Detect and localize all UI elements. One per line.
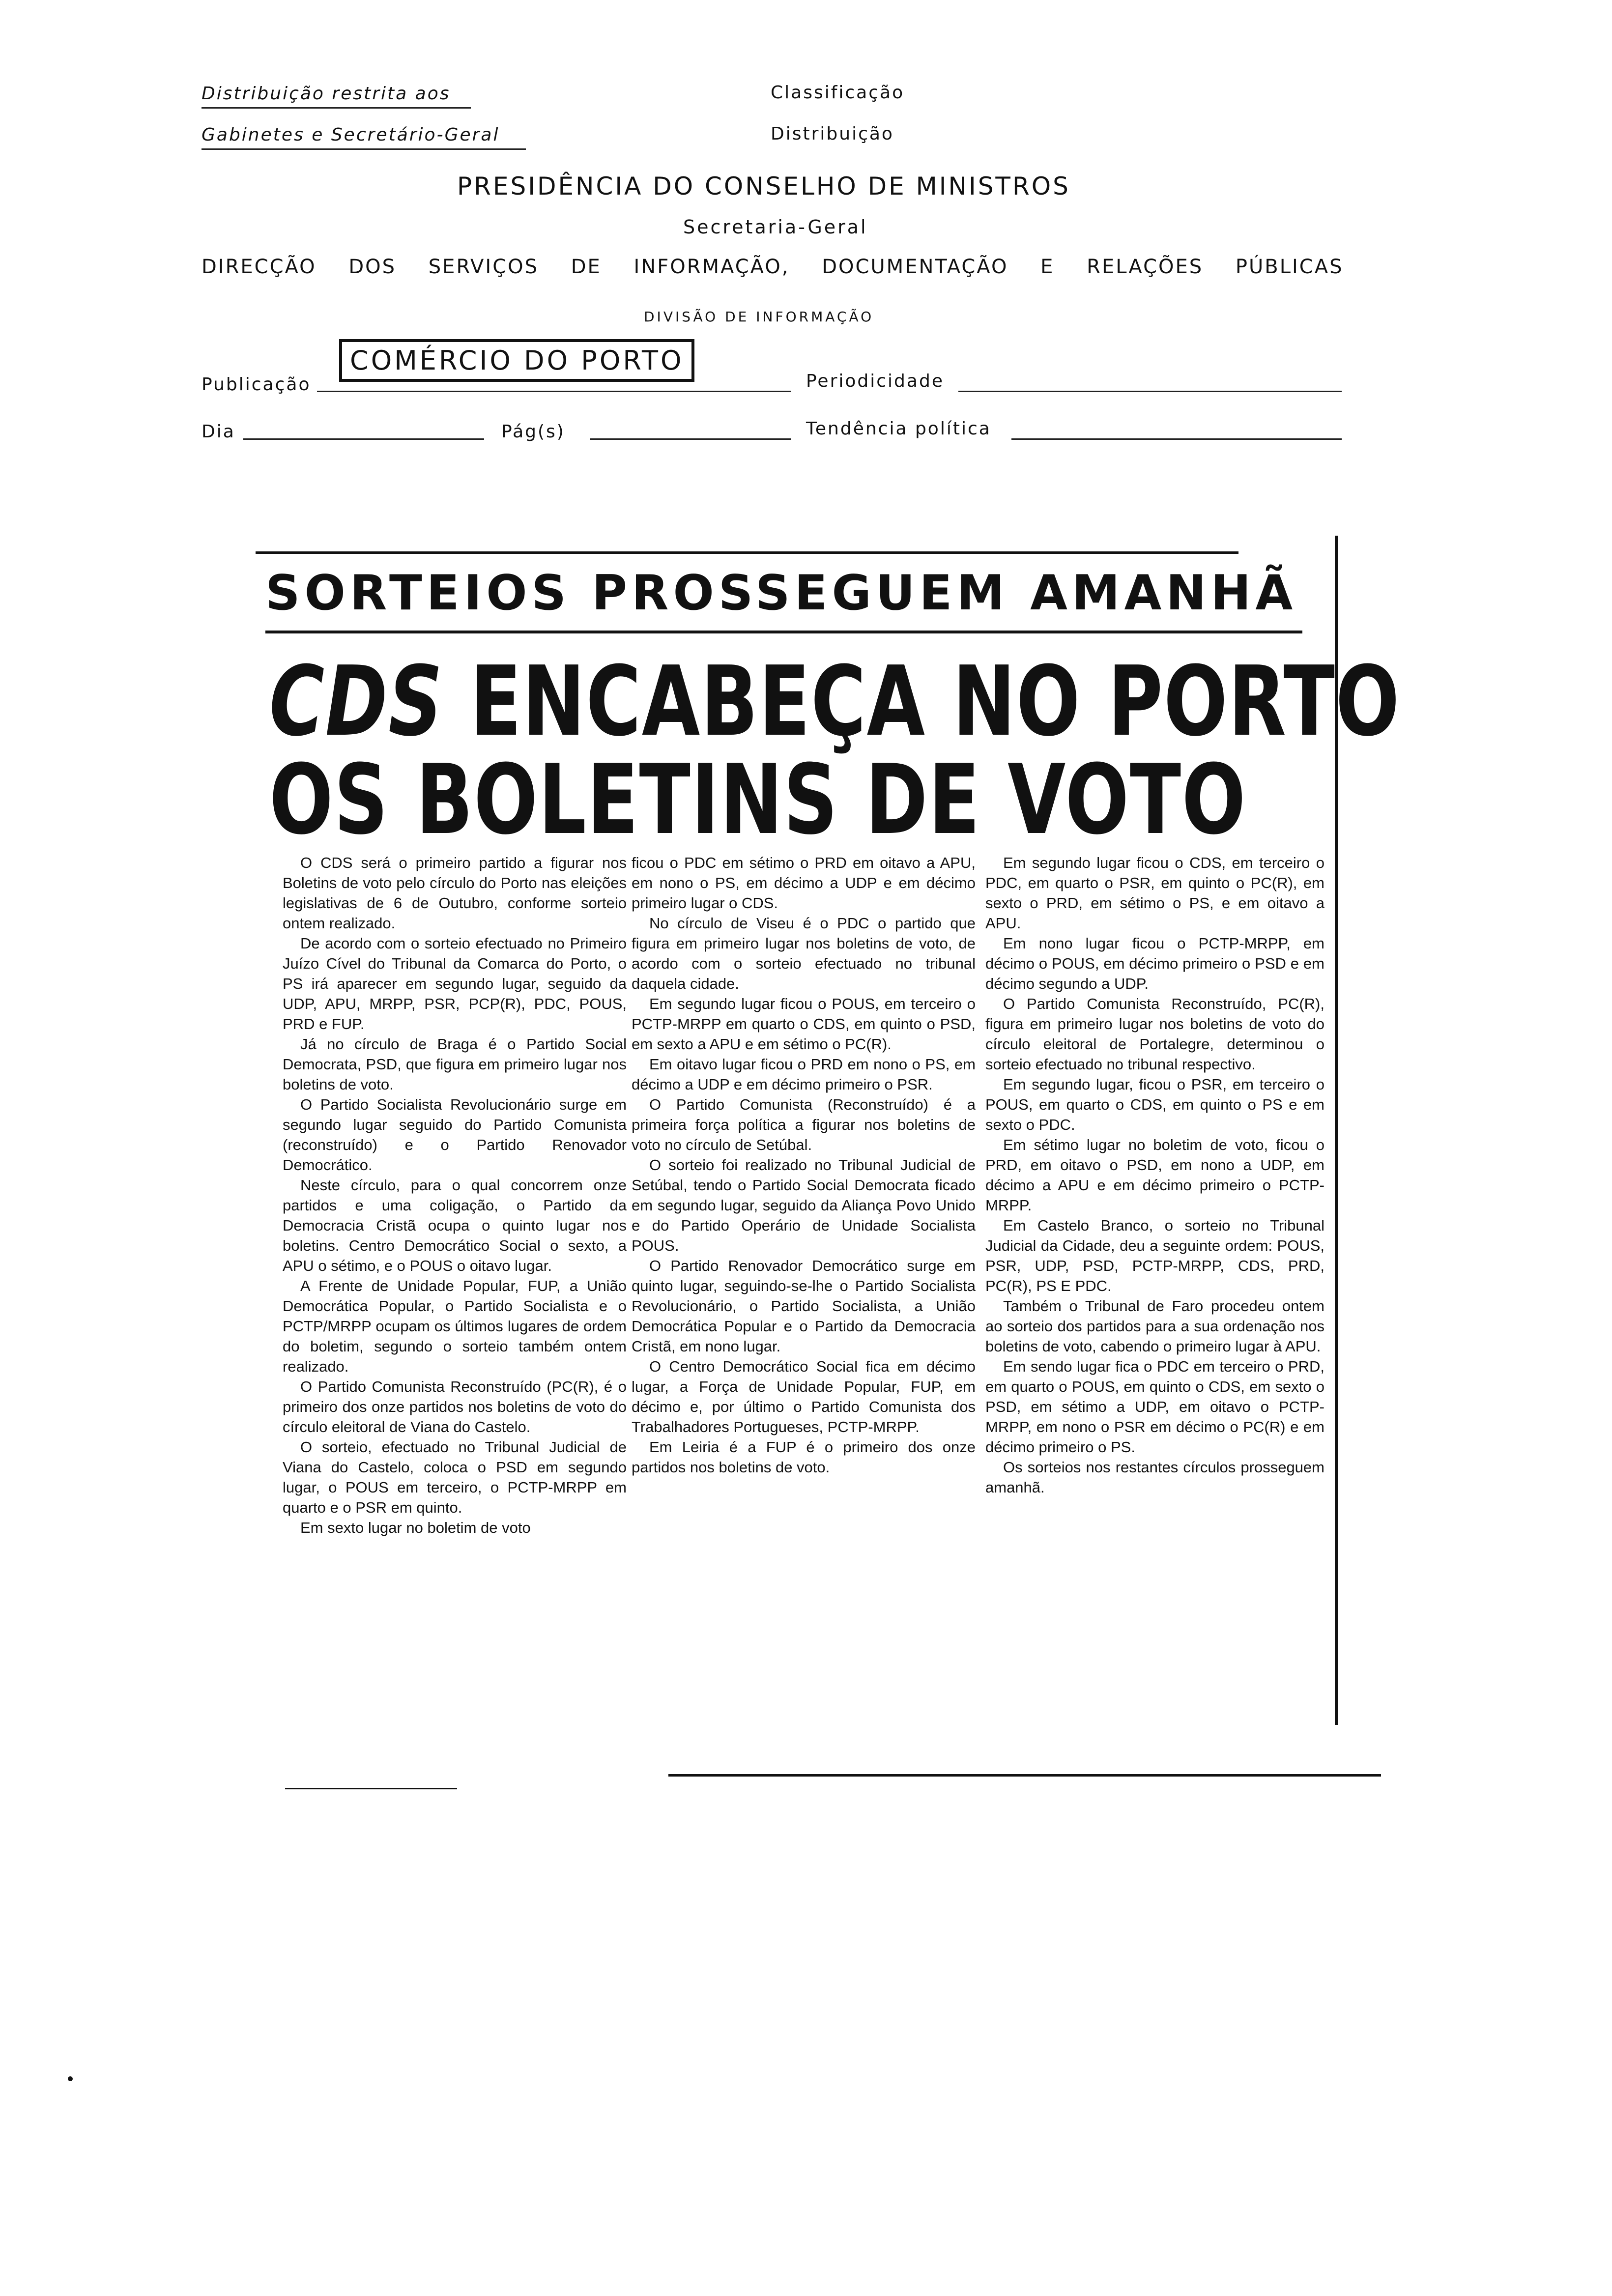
paragraph: Em segundo lugar ficou o CDS, em terceiro o PDC, em quarto o PSR, em quinto o PC(R), em sexto o PRD, em sétimo o PS, e em oitavo a APU. [985, 854, 1324, 932]
paragraph: O CDS será o primeiro partido a figurar nos Boletins de voto pelo círculo do Porto nas eleições legislativas de 6 de Outubro, conforme sorteio ontem realizado. [283, 854, 627, 932]
distribution-restriction-line1: Distribuição restrita aos [202, 84, 451, 104]
tendencia-label: Tendência política [806, 419, 991, 439]
divisao-informacao: DIVISÃO DE INFORMAÇÃO [644, 309, 874, 325]
clipping-short-rule [285, 1788, 457, 1789]
article-column-2 [632, 853, 976, 1477]
dia-label: Dia [202, 422, 235, 442]
publicacao-label: Publicação [202, 374, 311, 395]
paragraph: A Frente de Unidade Popular, FUP, a União Democrática Popular, o Partido Socialista e o PCTP/MRPP ocupam os últimos lugares de ordem do boletim, segundo o sorteio também ontem realizado. [283, 1277, 627, 1375]
dia-underline [243, 438, 484, 440]
headline-rest: ENCABEÇA NO PORTO [470, 646, 1401, 758]
paragraph: O Partido Renovador Democrático surge em quinto lugar, seguindo-se-lhe o Partido Socialista Revolucionário, o Partido Socialista, a União Democrática Popular e o Partido da Democracia Cristã, em nono lugar. [632, 1257, 976, 1355]
paragraph: Os sorteios nos restantes círculos prosseguem amanhã. [985, 1459, 1324, 1496]
direccao-servicos: DIRECÇÃO DOS SERVIÇOS DE INFORMAÇÃO, DOCUMENTAÇÃO E RELAÇÕES PÚBLICAS [202, 256, 1344, 278]
paragraph: O Partido Comunista (Reconstruído) é a primeira força política a figurar nos boletins de voto no círculo de Setúbal. [632, 1096, 976, 1153]
paragraph: Em segundo lugar, ficou o PSR, em terceiro o POUS, em quarto o CDS, em quinto o PS e em sexto o PDC. [985, 1076, 1324, 1133]
distribution-restriction-line2: Gabinetes e Secretário-Geral [202, 125, 500, 145]
paragraph: Em nono lugar ficou o PCTP-MRPP, em décimo o POUS, em décimo primeiro o PSD e em décimo segundo a UDP. [985, 935, 1324, 992]
paragraph: O Partido Socialista Revolucionário surge em segundo lugar seguido do Partido Comunista (reconstruído) e o Partido Renovador Democrático. [283, 1096, 627, 1174]
kicker-underline [265, 631, 1302, 633]
publicacao-underline [317, 391, 791, 392]
paragraph: Já no círculo de Braga é o Partido Social Democrata, PSD, que figura em primeiro lugar nos boletins de voto. [283, 1035, 627, 1093]
paragraph: Em Leiria é a FUP é o primeiro dos onze partidos nos boletins de voto. [632, 1438, 976, 1476]
paragraph: Também o Tribunal de Faro procedeu ontem ao sorteio dos partidos para a sua ordenação nos boletins de voto, cabendo o primeiro lugar à APU. [985, 1297, 1324, 1355]
secretaria-geral: Secretaria-Geral [683, 216, 868, 238]
paragraph: Em sexto lugar no boletim de voto [300, 1519, 531, 1536]
paragraph: Neste círculo, para o qual concorrem onze partidos e uma coligação, o Partido da Democracia Cristã ocupa o quinto lugar nos boletins. Centro Democrático Social o sexto, a APU o sétimo, e o POUS o oitavo lugar. [283, 1177, 627, 1274]
paragraph: ficou o PDC em sétimo o PRD em oitavo a APU, em nono o PS, em décimo a UDP e em décimo primeiro lugar o CDS. [632, 854, 976, 912]
underline [202, 107, 471, 109]
paragraph: Em sétimo lugar no boletim de voto, ficou o PRD, em oitavo o PSD, em nono a UDP, em décimo a APU e em décimo primeiro o PCTP-MRPP. [985, 1136, 1324, 1214]
paragraph: O sorteio, efectuado no Tribunal Judicial de Viana do Castelo, coloca o PSD em segundo lugar, o POUS em terceiro, o PCTP-MRPP em quarto e o PSR em quinto. [283, 1438, 627, 1516]
paragraph: No círculo de Viseu é o PDC o partido que figura em primeiro lugar nos boletins de voto, de acordo com o sorteio efectuado no tribunal daquela cidade. [632, 915, 976, 992]
distribuicao-label: Distribuição [771, 124, 894, 144]
publication-stamp: COMÉRCIO DO PORTO [339, 339, 694, 382]
paragraph: O Partido Comunista Reconstruído (PC(R), é o primeiro dos onze partidos nos boletins de voto do círculo eleitoral de Viana do Castelo. [283, 1378, 627, 1435]
paragraph: Em sendo lugar fica o PDC em terceiro o PRD, em quarto o POUS, em quinto o CDS, em sexto o PSD, em sétimo a UDP, em oitavo o PCTP-MRPP, em nono o PSR em décimo o PC(R) e em décimo primeiro o PS. [985, 1358, 1324, 1456]
headline-line1 [269, 646, 1401, 758]
stray-dot [68, 2076, 73, 2081]
periodicidade-underline [958, 391, 1342, 392]
headline-party: CDS [269, 646, 443, 758]
clipping-top-rule [256, 551, 1238, 554]
paragraph: O Centro Democrático Social fica em décimo lugar, a Força de Unidade Popular, FUP, em décimo e, por último o Partido Comunista dos Trabalhadores Portugueses, PCTP-MRPP. [632, 1358, 976, 1435]
article-column-3 [985, 853, 1324, 1497]
paragraph: Em oitavo lugar ficou o PRD em nono o PS, em décimo a UDP e em décimo primeiro o PSR. [632, 1056, 976, 1093]
paragraph: De acordo com o sorteio efectuado no Primeiro Juízo Cível do Tribunal da Comarca do Porto, o PS irá aparecer em segundo lugar, seguido da UDP, APU, MRPP, PSR, PCP(R), PDC, POUS, PRD e FUP. [283, 935, 627, 1033]
article-kicker: SORTEIOS PROSSEGUEM AMANHÃ [265, 565, 1297, 621]
pags-underline [590, 438, 791, 440]
underline [202, 148, 526, 150]
paragraph: Em Castelo Branco, o sorteio no Tribunal Judicial da Cidade, deu a seguinte ordem: POUS, PSR, UDP, PSD, PCTP-MRPP, CDS, PRD, PC(R), PS E PDC. [985, 1217, 1324, 1294]
clipping-bottom-rule [668, 1774, 1381, 1777]
tendencia-underline [1011, 438, 1342, 440]
article-column-1 [283, 853, 627, 1538]
presidencia-heading: PRESIDÊNCIA DO CONSELHO DE MINISTROS [457, 172, 1070, 201]
paragraph: O Partido Comunista Reconstruído, PC(R), figura em primeiro lugar nos boletins de voto do círculo eleitoral de Portalegre, determinou o sorteio efectuado no tribunal respectivo. [985, 995, 1324, 1073]
classificacao-label: Classificação [771, 83, 905, 103]
pags-label: Pág(s) [501, 422, 565, 442]
paragraph: O sorteio foi realizado no Tribunal Judicial de Setúbal, tendo o Partido Social Democrata ficado em segundo lugar, seguido da Aliança Povo Unido e do Partido Operário de Unidade Socialista POUS. [632, 1156, 976, 1254]
periodicidade-label: Periodicidade [806, 371, 944, 391]
headline-line2: OS BOLETINS DE VOTO [269, 744, 1247, 856]
paragraph: Em segundo lugar ficou o POUS, em terceiro o PCTP-MRPP em quarto o CDS, em quinto o PSD, em sexto a APU e em sétimo o PC(R). [632, 995, 976, 1053]
